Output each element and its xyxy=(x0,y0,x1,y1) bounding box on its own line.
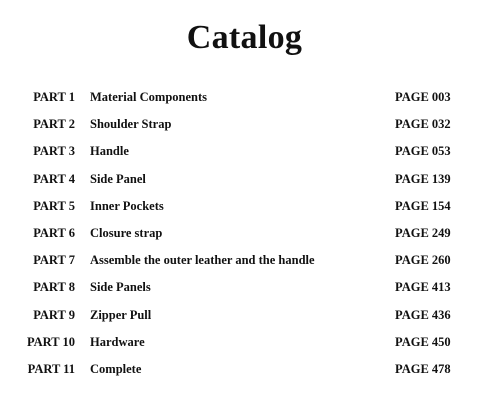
part-number: PART 3 xyxy=(33,144,75,159)
toc-entry-9[interactable] xyxy=(0,302,489,329)
table-of-contents xyxy=(0,84,489,383)
part-title: Inner Pockets xyxy=(90,198,164,213)
part-title: Closure strap xyxy=(90,225,163,240)
page-number: PAGE 436 xyxy=(395,307,451,322)
part-title: Handle xyxy=(90,144,129,159)
toc-entry-1[interactable] xyxy=(0,84,489,111)
page-number: PAGE 053 xyxy=(395,144,451,159)
page-number: PAGE 032 xyxy=(395,117,451,132)
toc-entry-10[interactable] xyxy=(0,329,489,356)
part-number: PART 10 xyxy=(26,334,75,349)
page-title: Catalog xyxy=(186,19,303,56)
toc-entry-5[interactable] xyxy=(0,193,489,220)
part-title: Assemble the outer leather and the handle xyxy=(90,253,315,268)
part-title: Complete xyxy=(90,361,142,376)
toc-entry-2[interactable] xyxy=(0,111,489,138)
part-number: PART 2 xyxy=(33,117,75,132)
part-number: PART 1 xyxy=(33,90,75,104)
page-number: PAGE 154 xyxy=(395,198,451,213)
part-number: PART 5 xyxy=(33,198,75,213)
part-title: Hardware xyxy=(90,334,145,349)
part-number: PART 11 xyxy=(27,361,75,376)
part-number: PART 9 xyxy=(33,307,75,322)
part-title: Shoulder Strap xyxy=(90,117,172,132)
page-number: PAGE 003 xyxy=(395,90,451,104)
toc-entry-8[interactable] xyxy=(0,274,489,301)
page-number: PAGE 450 xyxy=(395,334,451,349)
part-number: PART 7 xyxy=(33,253,75,268)
part-number: PART 8 xyxy=(33,280,75,295)
toc-entry-3[interactable] xyxy=(0,138,489,165)
page-number: PAGE 249 xyxy=(395,225,451,240)
toc-entry-6[interactable] xyxy=(0,220,489,247)
part-title: Zipper Pull xyxy=(90,307,152,322)
part-number: PART 4 xyxy=(33,171,75,186)
toc-entry-4[interactable] xyxy=(0,166,489,193)
part-title: Material Components xyxy=(90,90,207,104)
page-number: PAGE 139 xyxy=(395,171,451,186)
toc-entry-7[interactable] xyxy=(0,247,489,274)
toc-entry-11[interactable] xyxy=(0,356,489,383)
part-title: Side Panels xyxy=(90,280,151,295)
page-number: PAGE 478 xyxy=(395,361,451,376)
part-number: PART 6 xyxy=(33,225,75,240)
page-number: PAGE 260 xyxy=(395,253,451,268)
page-number: PAGE 413 xyxy=(395,280,451,295)
part-title: Side Panel xyxy=(90,171,146,186)
